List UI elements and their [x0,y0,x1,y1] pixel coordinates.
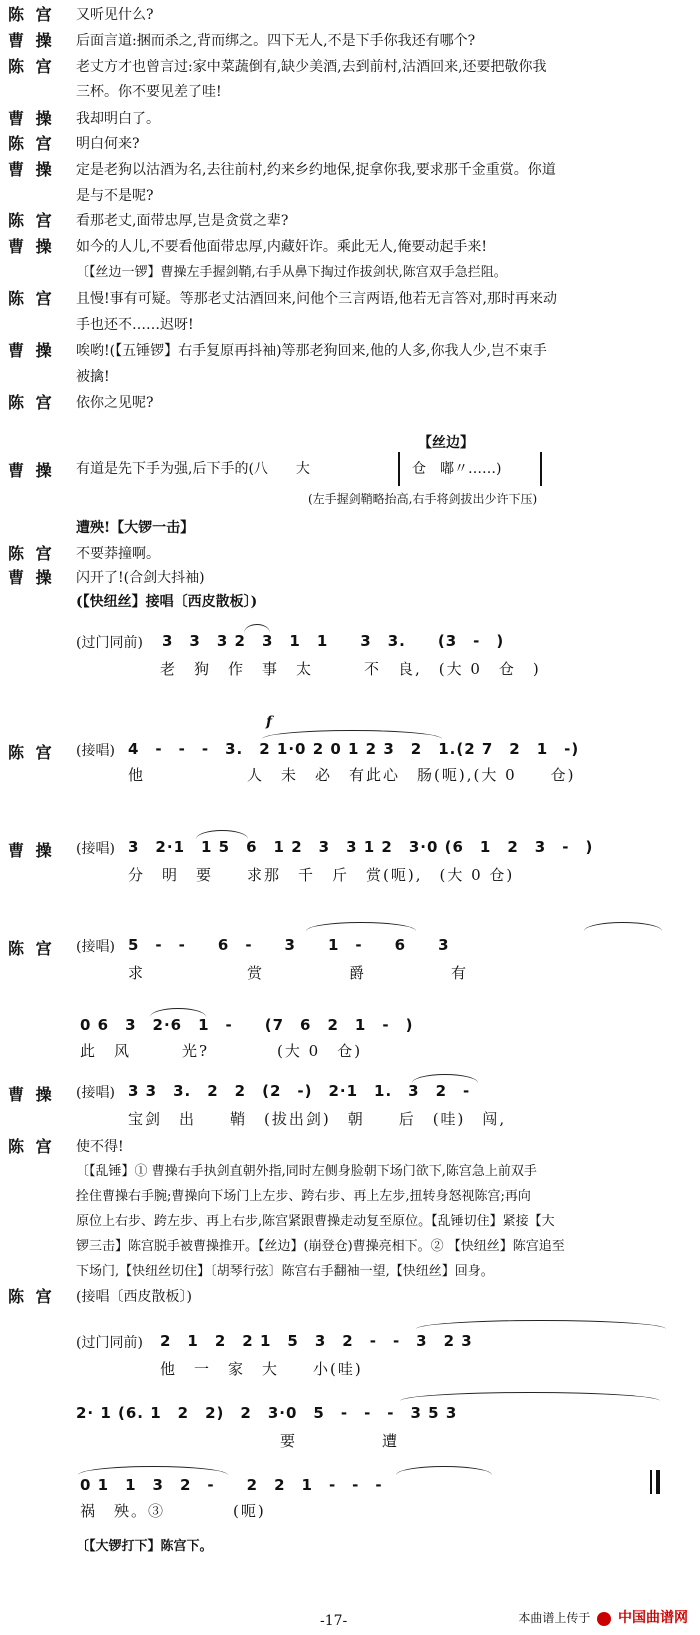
jianpu-system [0,1392,700,1454]
line-text: 不要莽撞啊。 [76,546,160,562]
jianpu-notes: 0 6 3 2·6 1 - (7 6 2 1 - ) [80,1016,414,1034]
jianpu-system [0,1320,700,1382]
speaker: 曹 操 [8,31,55,50]
stage-direction [0,260,700,286]
barline [540,452,542,486]
stage-direction: 原位上右步、跨左步、再上右步,陈宫紧跟曹操走动复至原位。【乱锤切住】紧接【大 [76,1214,555,1229]
final-barline [656,1470,660,1494]
speaker: 陈 宫 [8,134,55,153]
final-intro [0,1284,700,1310]
jianpu-system [0,614,700,684]
line-text: (接唱〔西皮散板〕) [76,1289,192,1305]
lyrics: 此 风 光? (大 0 仓) [80,1042,363,1060]
slur [584,922,662,931]
speaker: 陈 宫 [8,1137,55,1156]
lyrics: 祸 殃。③ (呃) [80,1502,266,1520]
dialogue-line [0,515,700,541]
line-text: 又听见什么? [76,7,154,23]
speaker: 曹 操 [8,341,55,360]
lyrics: 求 赏 爵 有 [128,964,469,982]
speaker: 陈 宫 [8,393,55,412]
jianpu-system [0,818,700,892]
site-logo-icon [597,1612,611,1626]
speaker: 陈 宫 [8,1287,55,1306]
dialogue-line [0,390,700,416]
lyrics: 宝剑 出 鞘 (拔出剑) 朝 后 (哇) 闯, [128,1110,507,1128]
final-direction [0,1534,700,1560]
line-text: 遭殃!【大锣一击】 [76,520,195,536]
caocao-barred-line [0,432,700,512]
speaker: 曹 操 [8,1085,55,1104]
stage-direction: 锣三击】陈宫脱手被曹操推开。【丝边】(崩登仓)曹操亮相下。② 【快纽丝】陈宫追至 [76,1239,565,1254]
dialogue-line [0,589,700,615]
dialogue-line [0,208,700,234]
stage-direction: 〔【乱锤】① 曹操右手执剑直朝外指,同时左侧身脸朝下场门欲下,陈宫急上前双手 [76,1164,537,1179]
stage-direction: 〔【大锣打下】陈宫下。 [76,1539,213,1554]
line-text: 后面言道:捆而杀之,背而绑之。四下无人,不是下手你我还有哪个? [76,33,476,49]
line-text: 是与不是呢? [76,188,154,204]
stage-direction: (左手握剑鞘略抬高,右手将剑拔出少许下压) [308,492,538,506]
stage-direction: 下场门,【快纽丝切住】〔胡琴行弦〕陈宫右手翻袖一望,【快纽丝】回身。 [76,1264,494,1279]
upload-note [518,1607,688,1627]
page-number: -17- [320,1613,348,1629]
lyrics: 要 遭 [280,1432,400,1450]
forte-mark: f [266,714,273,730]
jianpu-notes: 2· 1 (6. 1 2 2) 2 3·0 5 - - - 3 5 3 [76,1404,458,1422]
dialogue-line [0,286,700,312]
dialogue-line [0,79,700,105]
line-text: 手也还不……迟呀! [76,317,194,333]
system-label: (过门同前) [76,1335,143,1351]
line-text: 被擒! [76,369,110,385]
jianpu-notes: 0 1 1 3 2 - 2 2 1 - - - [80,1476,383,1494]
dialogue-line [0,106,700,132]
dialogue-line [0,2,700,28]
slur [396,1466,492,1475]
line-text: 定是老狗以沽酒为名,去往前村,约来乡约地保,捉拿你我,要求那千金重赏。你道 [76,162,556,178]
jianpu-notes: 3 3 3. 2 2 (2 -) 2·1 1. 3 2 - [128,1082,471,1100]
line-text: 闪开了!(合剑大抖袖) [76,570,205,586]
speaker: 陈 宫 [8,57,55,76]
dialogue-line [0,364,700,390]
jianpu-notes: 3 2·1 1 5 6 1 2 3 3 1 2 3·0 (6 1 2 3 - ) [128,838,594,856]
jianpu-system [0,712,700,790]
dialogue-line [0,54,700,80]
final-barline [650,1470,652,1494]
slur [306,922,416,931]
jianpu-system [0,1072,700,1134]
dialogue-line [0,541,700,567]
lyrics: 他 人 未 必 有此心 肠(呃),(大 0 仓) [128,766,576,784]
speaker: 陈 宫 [8,939,55,958]
speaker: 陈 宫 [8,743,55,762]
barline [398,452,400,486]
jianpu-system [0,1464,700,1526]
speaker: 陈 宫 [8,5,55,24]
speaker: 陈 宫 [8,544,55,563]
jianpu-notes: 5 - - 6 - 3 1 - 6 3 [128,936,450,954]
dialogue-line [0,157,700,183]
speaker: 陈 宫 [8,211,55,230]
line-text: 依你之见呢? [76,395,154,411]
jianpu-notes: 3 3 3 2 3 1 1 3 3. (3 - ) [162,632,505,650]
measure-text: 仓 嘟〃……) [412,461,502,477]
lyrics: 分 明 要 求那 千 斤 赏(呃), (大 0 仓) [128,866,515,884]
stage-direction: 拴住曹操右手腕;曹操向下场门上左步、跨右步、再上左步,扭转身怒视陈宫;再向 [76,1189,531,1204]
slur [416,1320,666,1329]
dialogue-line [0,234,700,260]
dialogue-line [0,338,700,364]
line-text: (【快纽丝】接唱〔西皮散板〕) [76,594,258,610]
line-text: 三杯。你不要见差了哇! [76,84,222,100]
line-text: 如今的人儿,不要看他面带忠厚,内藏奸诈。乘此无人,俺要动起手来! [76,239,487,255]
speaker: 曹 操 [8,461,55,480]
speaker: 曹 操 [8,160,55,179]
jianpu-system [0,1002,700,1062]
line-text: 唉哟!(【五锤锣】右手复原再抖袖)等那老狗回来,他的人多,你我人少,岂不束手 [76,343,547,359]
cue-label: 【丝边】 [418,435,474,451]
line-text: 〔【丝边一锣】曹操左手握剑鞘,右手从鼻下掏过作拔剑状,陈宫双手急拦阻。 [76,265,507,280]
lyrics: 老 狗 作 事 太 不 良, (大 0 仓 ) [160,660,541,678]
jianpu-system [0,920,700,982]
line-text: 使不得! [76,1139,124,1155]
speaker: 曹 操 [8,841,55,860]
speaker: 曹 操 [8,109,55,128]
dialogue-line [0,131,700,157]
system-label: (接唱) [76,939,115,955]
system-label: (接唱) [76,743,115,759]
line-text: 看那老丈,面带忠厚,岂是贪赏之辈? [76,213,289,229]
speaker: 曹 操 [8,568,55,587]
luanchui-block [0,1134,700,1279]
jianpu-notes: 2 1 2 2 1 5 3 2 - - 3 2 3 [160,1332,473,1350]
system-label: (接唱) [76,1085,115,1101]
line-text: 有道是先下手为强,后下手的(八 大 [76,461,310,477]
lyrics: 他 一 家 大 小(哇) [160,1360,363,1378]
dialogue-line [0,565,700,591]
line-text: 老丈方才也曾言过:家中菜蔬倒有,缺少美酒,去到前村,沽酒回来,还要把敬你我 [76,59,547,75]
dialogue-line [0,28,700,54]
system-label: (过门同前) [76,635,143,651]
system-label: (接唱) [76,841,115,857]
jianpu-notes: 4 - - - 3. 2 1·0 2 0 1 2 3 2 1.(2 7 2 1 -) [128,740,580,758]
line-text: 我却明白了。 [76,111,160,127]
site-name: 中国曲谱网 [618,1610,688,1626]
slur [400,1392,660,1401]
upload-note-text: 本曲谱上传于 [518,1611,591,1625]
line-text: 且慢!事有可疑。等那老丈沽酒回来,问他个三言两语,他若无言答对,那时再来动 [76,291,557,307]
dialogue-line [0,183,700,209]
dialogue-line [0,312,700,338]
speaker: 陈 宫 [8,289,55,308]
line-text: 明白何来? [76,136,140,152]
speaker: 曹 操 [8,237,55,256]
